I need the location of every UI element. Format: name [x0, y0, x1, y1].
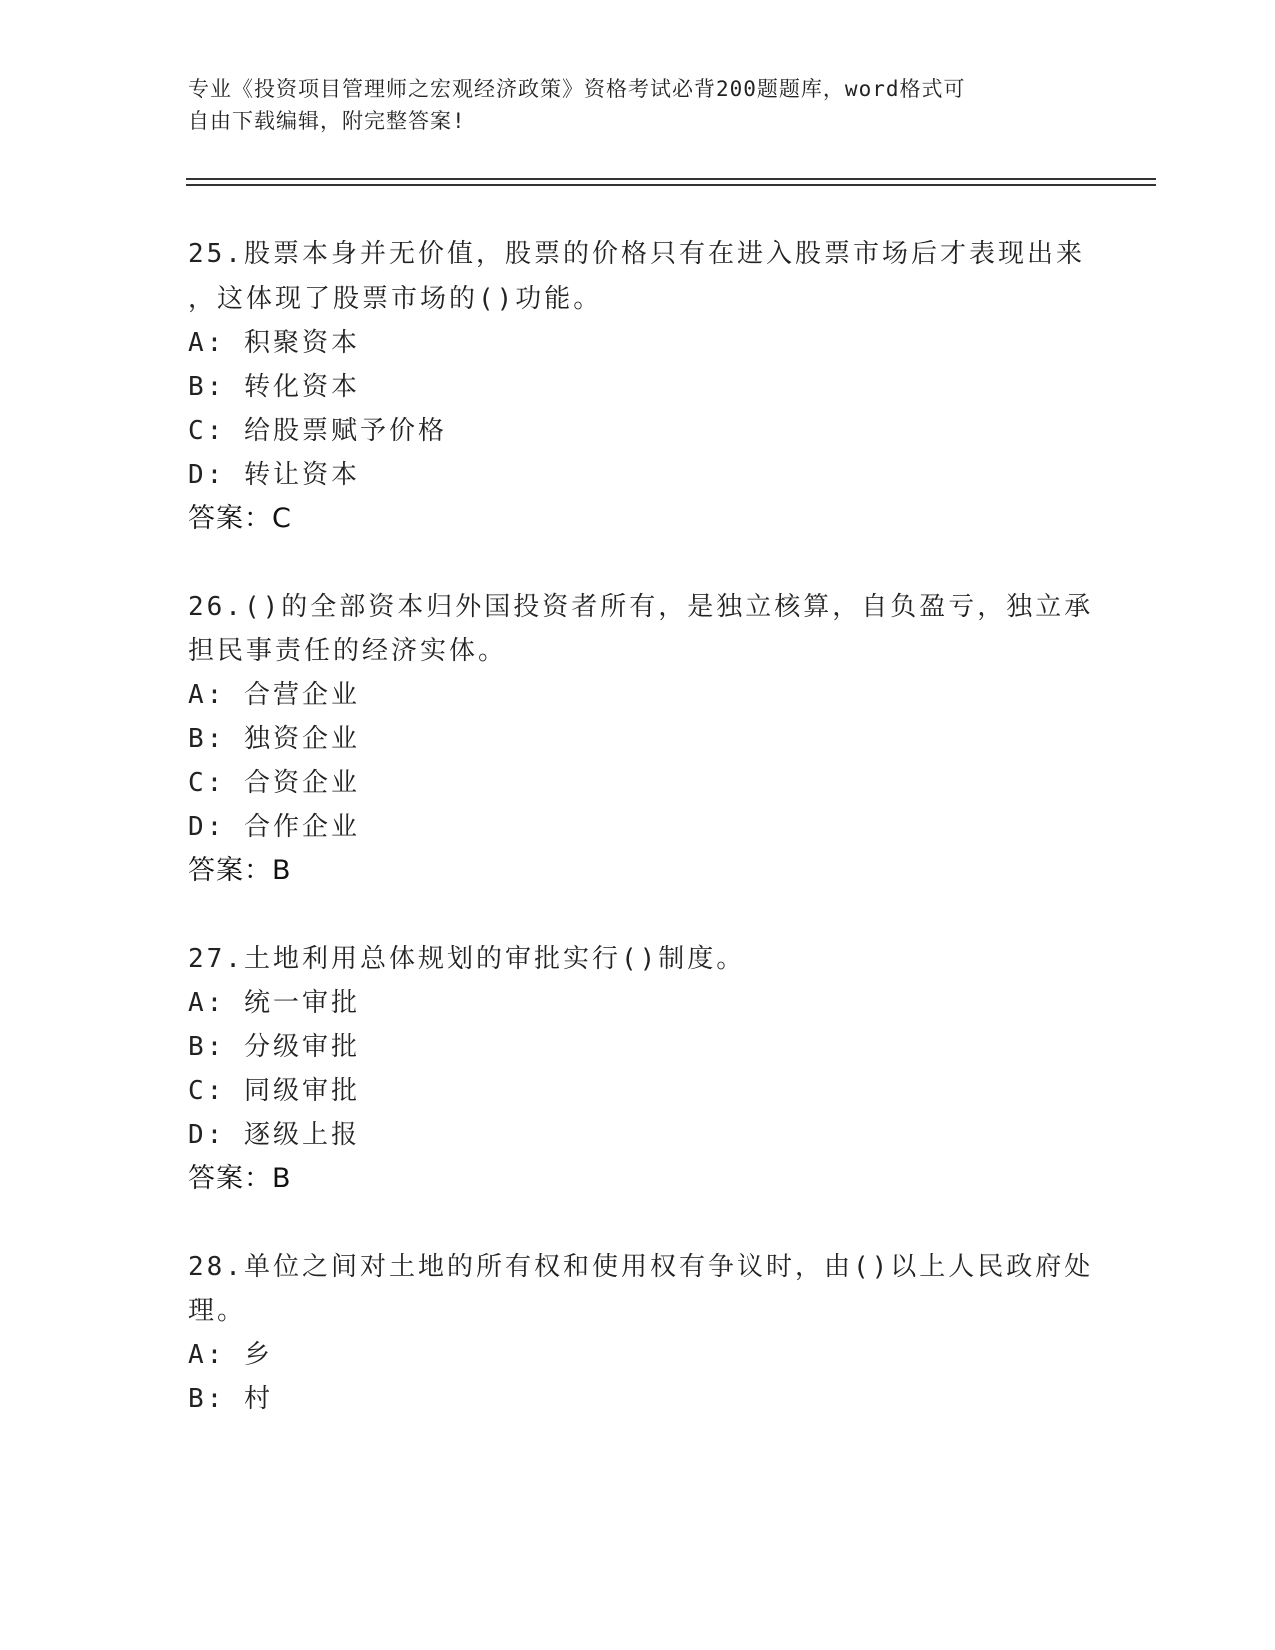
- option-a: A: 统一审批: [188, 988, 360, 1018]
- option-b: B: 转化资本: [188, 372, 360, 402]
- option-b: B: 分级审批: [188, 1032, 360, 1062]
- option-b: B: 独资企业: [188, 724, 360, 754]
- question-stem: 27.土地利用总体规划的审批实行()制度。: [188, 944, 746, 974]
- header-line-1: 专业《投资项目管理师之宏观经济政策》资格考试必背200题题库，word格式可: [188, 77, 966, 101]
- question-stem: 25.股票本身并无价值，股票的价格只有在进入股票市场后才表现出来: [188, 239, 1085, 269]
- option-a: A: 积聚资本: [188, 328, 360, 358]
- document-header: [188, 73, 1088, 137]
- answer: 答案：B: [188, 1163, 292, 1194]
- option-c: C: 同级审批: [188, 1076, 360, 1106]
- option-b: B: 村: [188, 1384, 273, 1414]
- answer: 答案：B: [188, 855, 292, 886]
- answer: 答案：C: [188, 503, 292, 534]
- option-d: D: 合作企业: [188, 812, 360, 842]
- option-a: A: 乡: [188, 1340, 273, 1370]
- option-c: C: 给股票赋予价格: [188, 416, 447, 446]
- header-rule-top: [186, 178, 1156, 180]
- option-c: C: 合资企业: [188, 768, 360, 798]
- option-d: D: 逐级上报: [188, 1120, 360, 1150]
- header-rule-bottom: [186, 184, 1156, 186]
- question-stem-cont: 担民事责任的经济实体。: [188, 636, 508, 666]
- option-d: D: 转让资本: [188, 460, 360, 490]
- question-stem: 26.()的全部资本归外国投资者所有，是独立核算，自负盈亏，独立承: [188, 592, 1094, 622]
- question-stem-cont: ，这体现了股票市场的()功能。: [188, 284, 603, 314]
- header-line-2: 自由下载编辑，附完整答案!: [188, 109, 466, 133]
- question-stem-cont: 理。: [188, 1296, 247, 1326]
- option-a: A: 合营企业: [188, 680, 360, 710]
- question-stem: 28.单位之间对土地的所有权和使用权有争议时，由()以上人民政府处: [188, 1252, 1094, 1282]
